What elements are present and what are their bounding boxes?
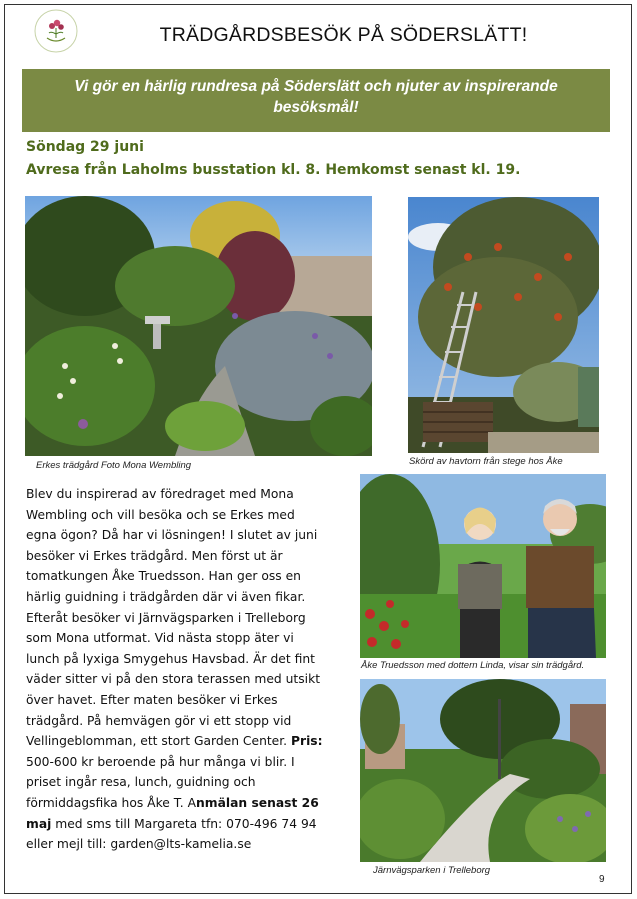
photo-ake-linda (360, 474, 606, 658)
page-number: 9 (599, 874, 605, 885)
photo-jarnvagsparken (360, 679, 606, 862)
caption-erkes: Erkes trädgård Foto Mona Wembling (36, 460, 192, 471)
caption-havtorn: Skörd av havtorn från stege hos Åke (409, 456, 563, 467)
event-date: Söndag 29 juni (26, 139, 144, 155)
page-title: TRÄDGÅRDSBESÖK PÅ SÖDERSLÄTT! (159, 24, 528, 46)
price-text: 500-600 kr beroende på hur många vi blir. I priset ingår resa, lunch, guidning och förmiddagsfika hos Åke T. A (26, 754, 295, 810)
photo-havtorn-harvest (408, 197, 599, 453)
body-intro: Blev du inspirerad av föredraget med Mona Wembling och vill besöka och se Erkes med egna ögon? Då har vi lösningen! I slutet av juni besöker vi Erkes trädgård. Men först ut är tomatkungen Åke Truedsson. Han ger oss en härlig guidning i trädgården där vi även fikar. Efteråt besöker vi Järnvägsparken i Trelleborg som Mona utformat. Vid nästa stopp äter vi lunch på lyxiga Smygehus Havsbad. Är det fint väder sitter vi på den stora terassen med utsikt över havet. Efter maten besöker vi Erkes trädgård. På hemvägen gör vi ett stopp vid Vellingeblomman, ett stort Garden Center. (26, 487, 321, 749)
price-label: Pris: (291, 734, 323, 749)
caption-jarnvag: Järnvägsparken i Trelleborg (373, 865, 491, 876)
caption-ake: Åke Truedsson med dottern Linda, visar sin trädgård. (361, 660, 585, 671)
signup-contact: med sms till Margareta tfn: 070-496 74 94 eller mejl till: garden@lts-kamelia.se (26, 816, 317, 852)
signup-deadline: nmälan senast 26 maj (26, 795, 319, 831)
event-departure: Avresa från Laholms busstation kl. 8. Hemkomst senast kl. 19. (26, 162, 521, 178)
body-text (26, 484, 326, 855)
intro-banner: Vi gör en härlig rundresa på Söderslätt och njuter av inspirerande besöksmål! (22, 69, 610, 132)
photo-erkes-garden (25, 196, 372, 456)
